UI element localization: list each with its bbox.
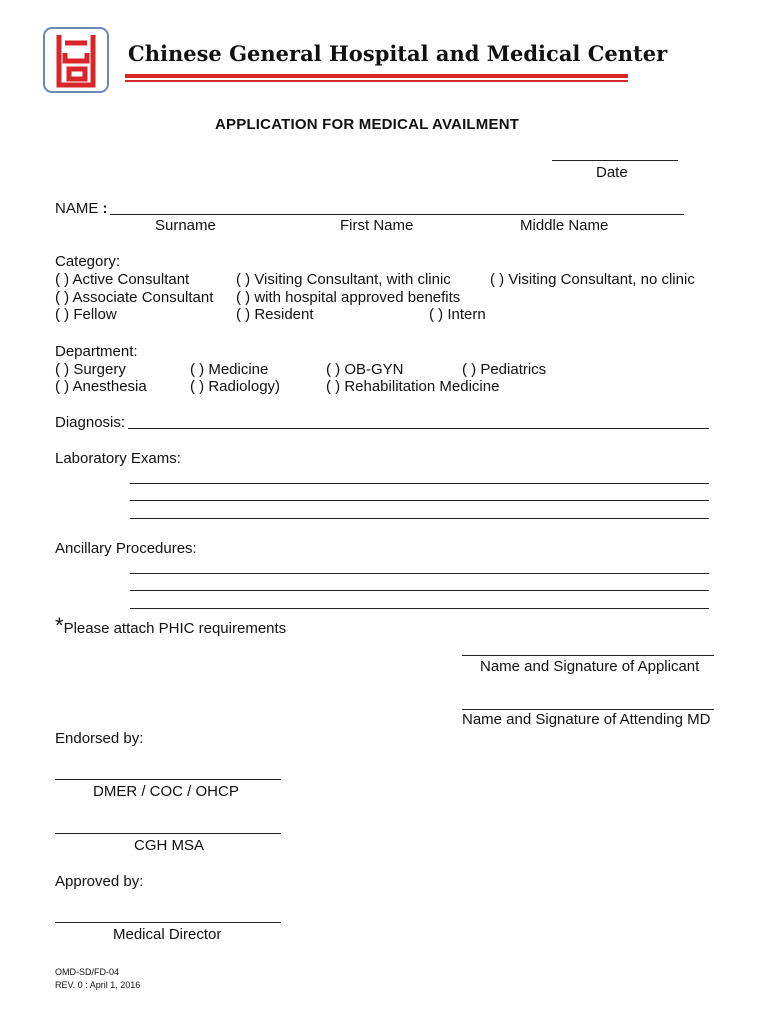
checkbox-pediatrics[interactable]: ( ) Pediatrics — [462, 361, 547, 378]
checkbox-active-consultant[interactable]: ( ) Active Consultant — [55, 271, 190, 288]
checkbox-visiting-with-clinic[interactable]: ( ) Visiting Consultant, with clinic — [236, 271, 451, 288]
category-heading: Category: — [55, 253, 121, 270]
checkbox-medicine[interactable]: ( ) Medicine — [190, 361, 269, 378]
diagnosis-label: Diagnosis: — [55, 414, 126, 431]
diagnosis-field[interactable] — [128, 428, 709, 429]
endorser-signature-line-2[interactable] — [55, 833, 281, 834]
endorser-label-2: CGH MSA — [134, 837, 205, 854]
surname-label: Surname — [155, 217, 216, 234]
checkbox-resident[interactable]: ( ) Resident — [236, 306, 314, 323]
checkbox-anesthesia[interactable]: ( ) Anesthesia — [55, 378, 147, 395]
endorser-label-1: DMER / COC / OHCP — [93, 783, 239, 800]
lab-exams-line-3[interactable] — [130, 518, 709, 519]
phic-note-text: Please attach PHIC requirements — [63, 620, 287, 637]
header-divider — [125, 74, 628, 78]
asterisk: * — [55, 613, 64, 638]
name-label — [55, 200, 108, 217]
applicant-signature-label: Name and Signature of Applicant — [480, 658, 700, 675]
lab-exams-label: Laboratory Exams: — [55, 450, 181, 467]
applicant-signature-line[interactable] — [462, 655, 714, 656]
ancillary-line-1[interactable] — [130, 573, 709, 574]
checkbox-rehab-medicine[interactable]: ( ) Rehabilitation Medicine — [326, 378, 500, 395]
ancillary-line-2[interactable] — [130, 590, 709, 591]
ancillary-label: Ancillary Procedures: — [55, 540, 197, 557]
phic-note — [55, 613, 286, 639]
lab-exams-line-1[interactable] — [130, 483, 709, 484]
attending-signature-label: Name and Signature of Attending MD — [462, 711, 711, 728]
form-code: OMD-SD/FD-04 — [55, 967, 120, 977]
form-title: APPLICATION FOR MEDICAL AVAILMENT — [215, 116, 520, 133]
name-field[interactable] — [110, 214, 684, 215]
approver-label: Medical Director — [113, 926, 222, 943]
checkbox-fellow[interactable]: ( ) Fellow — [55, 306, 117, 323]
middle-name-label: Middle Name — [520, 217, 609, 234]
checkbox-radiology[interactable]: ( ) Radiology) — [190, 378, 281, 395]
date-field[interactable] — [552, 160, 678, 161]
revision-date: REV. 0 : April 1, 2016 — [55, 980, 141, 990]
checkbox-surgery[interactable]: ( ) Surgery — [55, 361, 126, 378]
approver-signature-line[interactable] — [55, 922, 281, 923]
approved-label: Approved by: — [55, 873, 144, 890]
first-name-label: First Name — [340, 217, 414, 234]
checkbox-intern[interactable]: ( ) Intern — [429, 306, 486, 323]
checkbox-obgyn[interactable]: ( ) OB-GYN — [326, 361, 404, 378]
name-label-text: NAME — [55, 200, 99, 217]
header-divider-thin — [125, 80, 628, 82]
cgh-logo-icon — [43, 27, 109, 93]
date-label: Date — [596, 164, 628, 181]
department-heading: Department: — [55, 343, 138, 360]
checkbox-associate-consultant[interactable]: ( ) Associate Consultant — [55, 289, 214, 306]
endorser-signature-line-1[interactable] — [55, 779, 281, 780]
attending-signature-line[interactable] — [462, 709, 714, 710]
endorsed-label: Endorsed by: — [55, 730, 144, 747]
name-colon: : — [102, 200, 108, 217]
hospital-name: Chinese General Hospital and Medical Center — [128, 41, 668, 66]
ancillary-line-3[interactable] — [130, 608, 709, 609]
lab-exams-line-2[interactable] — [130, 500, 709, 501]
checkbox-with-benefits[interactable]: ( ) with hospital approved benefits — [236, 289, 461, 306]
checkbox-visiting-no-clinic[interactable]: ( ) Visiting Consultant, no clinic — [490, 271, 695, 288]
